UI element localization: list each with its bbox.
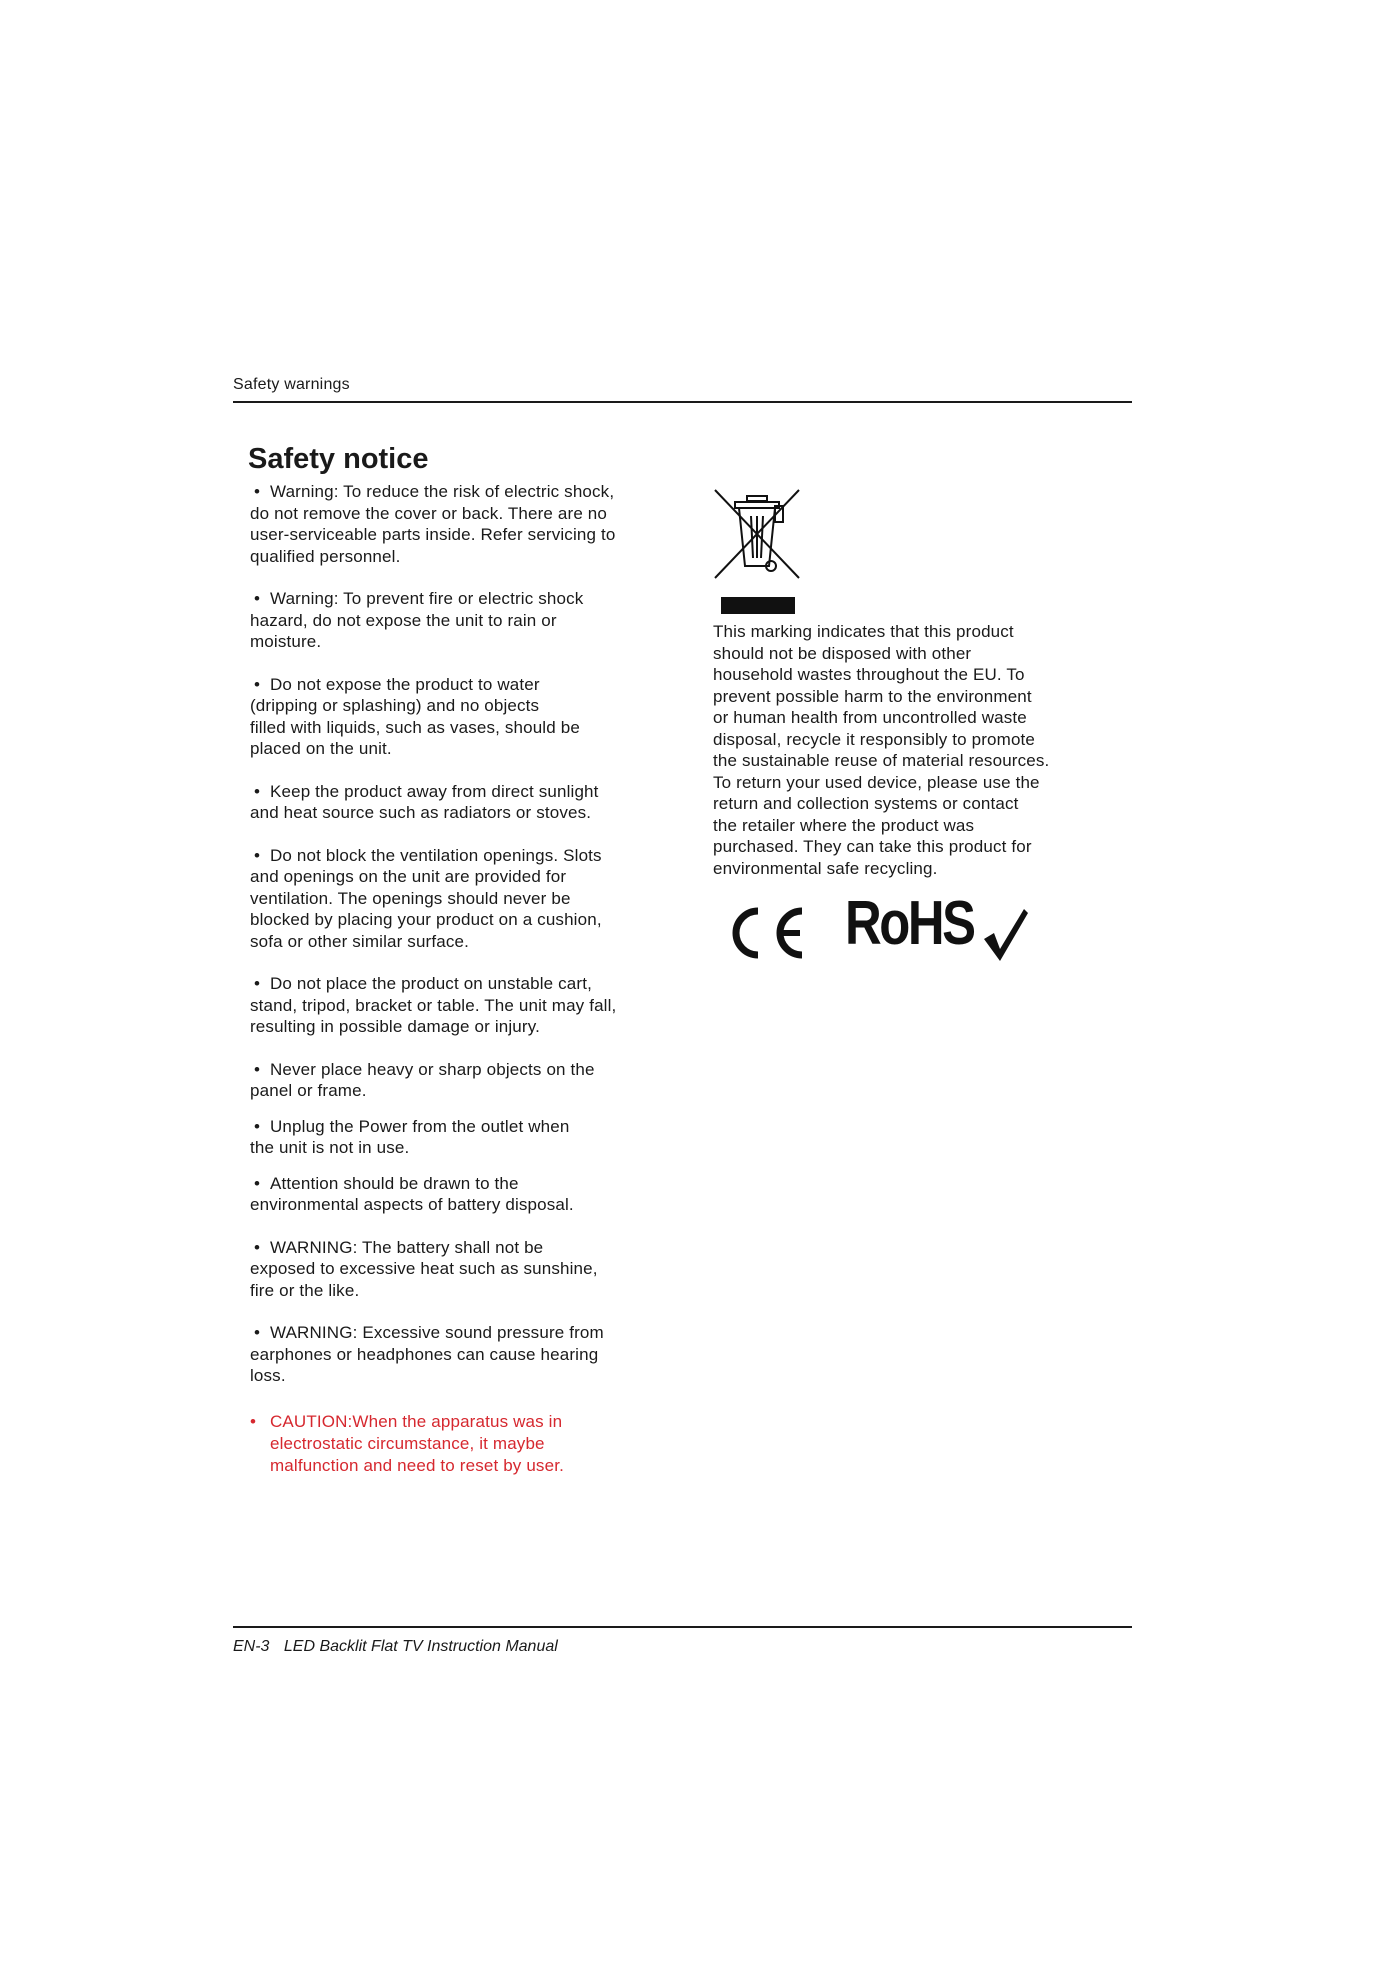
bullet-icon: • [254, 1323, 261, 1342]
header-rule [233, 401, 1132, 403]
bullet-icon: • [254, 1116, 261, 1136]
safety-item: • Attention should be drawn to the environmental aspects of battery disposal. [250, 1173, 574, 1214]
manual-title: LED Backlit Flat TV Instruction Manual [283, 1638, 558, 1655]
safety-item: • Do not place the product on unstable cart, stand, tripod, bracket or table. The unit may fall, resulting in possible damage or injury. [250, 974, 617, 1036]
bullet-icon: • [254, 482, 261, 501]
bullet-icon: • [254, 1237, 261, 1257]
section-title: Safety warnings [233, 376, 350, 393]
safety-item: • Keep the product away from direct sunlight and heat source such as radiators or stoves. [250, 781, 599, 822]
bullet-icon: • [254, 974, 261, 993]
page-number: EN-3 [233, 1638, 270, 1655]
safety-item: • Do not expose the product to water (dripping or splashing) and no objects filled with liquids, such as vases, should be placed on the unit. [250, 674, 580, 758]
bullet-icon: • [254, 845, 261, 865]
safety-item: • Never place heavy or sharp objects on the panel or frame. [250, 1059, 595, 1100]
safety-item: • WARNING: Excessive sound pressure from earphones or headphones can cause hearing loss. [250, 1323, 604, 1385]
weee-description: This marking indicates that this product should not be disposed with other household wastes throughout the EU. To prevent possible harm to the environment or human health from uncontrolled waste disposal, recycle it responsibly to promote the sustainable reuse of material resources. To return your used device, please use the return and collection systems or contact the retailer where the product was purchased. They can take this product for environmental safe recycling. [713, 622, 1050, 878]
crossed-out-bin-icon [711, 486, 803, 582]
page-heading: Safety notice [248, 443, 429, 475]
footer-rule [233, 1626, 1132, 1628]
safety-item: • Warning: To prevent fire or electric shock hazard, do not expose the unit to rain or moisture. [250, 589, 584, 651]
rohs-mark: RoHS [845, 889, 974, 958]
bullet-icon: • [254, 781, 261, 801]
bullet-icon: • [254, 589, 261, 608]
bullet-icon: • [250, 1411, 257, 1431]
weee-bar [721, 597, 795, 614]
safety-item: • Do not block the ventilation openings. Slots and openings on the unit are provided for ventilation. The openings should never be blocked by placing your product on a cushion, sofa or other similar surface. [250, 845, 602, 951]
checkmark-icon [980, 903, 1030, 963]
safety-item: • Warning: To reduce the risk of electric shock, do not remove the cover or back. There are no user-serviceable parts inside. Refer servicing to qualified personnel. [250, 482, 616, 566]
safety-list [250, 481, 670, 1477]
caution-item: • CAUTION:When the apparatus was in electrostatic circumstance, it maybe malfunction and need to reset by user. [250, 1411, 564, 1475]
safety-item: • WARNING: The battery shall not be exposed to excessive heat such as sunshine, fire or the like. [250, 1237, 598, 1300]
footer [233, 1638, 558, 1656]
bullet-icon: • [254, 1173, 261, 1193]
safety-item: • Unplug the Power from the outlet when the unit is not in use. [250, 1116, 570, 1157]
ce-mark-icon [722, 903, 808, 963]
bullet-icon: • [254, 674, 261, 694]
bullet-icon: • [254, 1059, 261, 1079]
